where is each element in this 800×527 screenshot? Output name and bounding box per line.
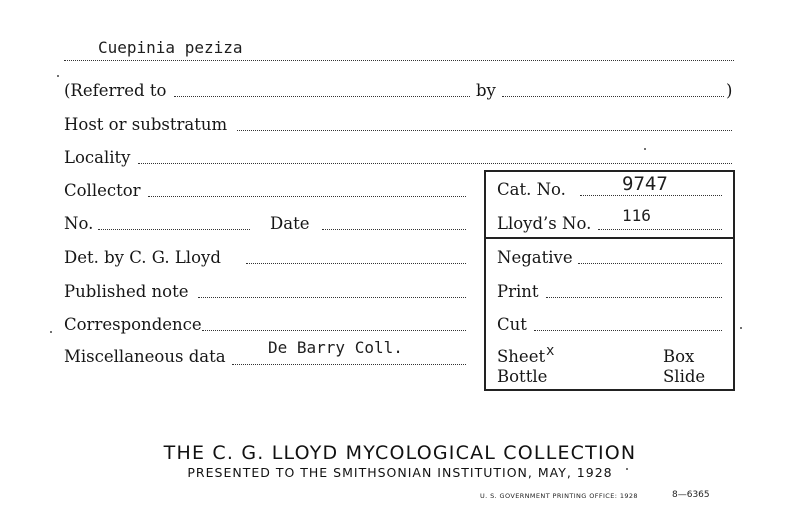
sheet-label: Sheet: [497, 347, 546, 366]
locality-line: [138, 163, 732, 164]
scan-speck: [57, 75, 59, 77]
misc-label: Miscellaneous data: [64, 347, 226, 366]
close-paren: ): [726, 81, 733, 100]
printing-office: U. S. GOVERNMENT PRINTING OFFICE: 1928: [480, 492, 638, 500]
collection-title: THE C. G. LLOYD MYCOLOGICAL COLLECTION: [163, 442, 637, 464]
lloyds-no-line: [598, 229, 722, 230]
misc-line: [232, 364, 466, 365]
collector-label: Collector: [64, 181, 141, 200]
cat-no-value: 9747: [622, 173, 668, 195]
form-code: 8—6365: [672, 490, 710, 500]
cut-line: [534, 330, 722, 331]
box-bottom-border: [484, 389, 735, 391]
host-label: Host or substratum: [64, 115, 228, 134]
det-by-line: [246, 263, 466, 264]
locality-label: Locality: [64, 148, 131, 167]
published-note-line: [198, 297, 466, 298]
box-right-border: [733, 170, 735, 390]
bottle-label: Bottle: [497, 367, 548, 386]
lloyds-no-value: 116: [622, 206, 651, 225]
no-label: No.: [64, 214, 94, 233]
sheet-mark: x: [546, 343, 555, 359]
box-label: Box: [663, 347, 695, 366]
cat-no-line: [580, 195, 722, 196]
no-line: [98, 229, 250, 230]
referred-to-line: [174, 96, 470, 97]
scan-speck: [740, 327, 742, 329]
slide-label: Slide: [663, 367, 706, 386]
published-note-label: Published note: [64, 282, 189, 301]
scan-speck: [626, 468, 628, 470]
host-line: [237, 130, 732, 131]
cat-no-label: Cat. No.: [497, 180, 566, 199]
lloyds-no-label: Lloyd’s No.: [497, 214, 592, 233]
negative-label: Negative: [497, 248, 573, 267]
collection-subtitle: PRESENTED TO THE SMITHSONIAN INSTITUTION, MAY, 1928: [187, 465, 613, 480]
date-label: Date: [270, 214, 310, 233]
scan-speck: [50, 331, 52, 333]
correspondence-line: [202, 330, 466, 331]
print-label: Print: [497, 282, 539, 301]
print-line: [546, 297, 722, 298]
by-label: by: [476, 81, 496, 100]
cut-label: Cut: [497, 315, 527, 334]
date-line: [322, 229, 466, 230]
box-top-border: [484, 170, 734, 172]
box-divider: [484, 237, 734, 239]
specimen-name-line: [64, 60, 734, 61]
referred-to-label: (Referred to: [64, 81, 167, 100]
negative-line: [578, 263, 722, 264]
specimen-name: Cuepinia peziza: [98, 38, 243, 57]
det-by-label: Det. by C. G. Lloyd: [64, 248, 221, 267]
by-line: [502, 96, 724, 97]
collector-line: [148, 196, 466, 197]
scan-speck: [644, 148, 646, 150]
box-left-border: [484, 170, 486, 390]
misc-value: De Barry Coll.: [268, 338, 403, 357]
correspondence-label: Correspondence: [64, 315, 202, 334]
